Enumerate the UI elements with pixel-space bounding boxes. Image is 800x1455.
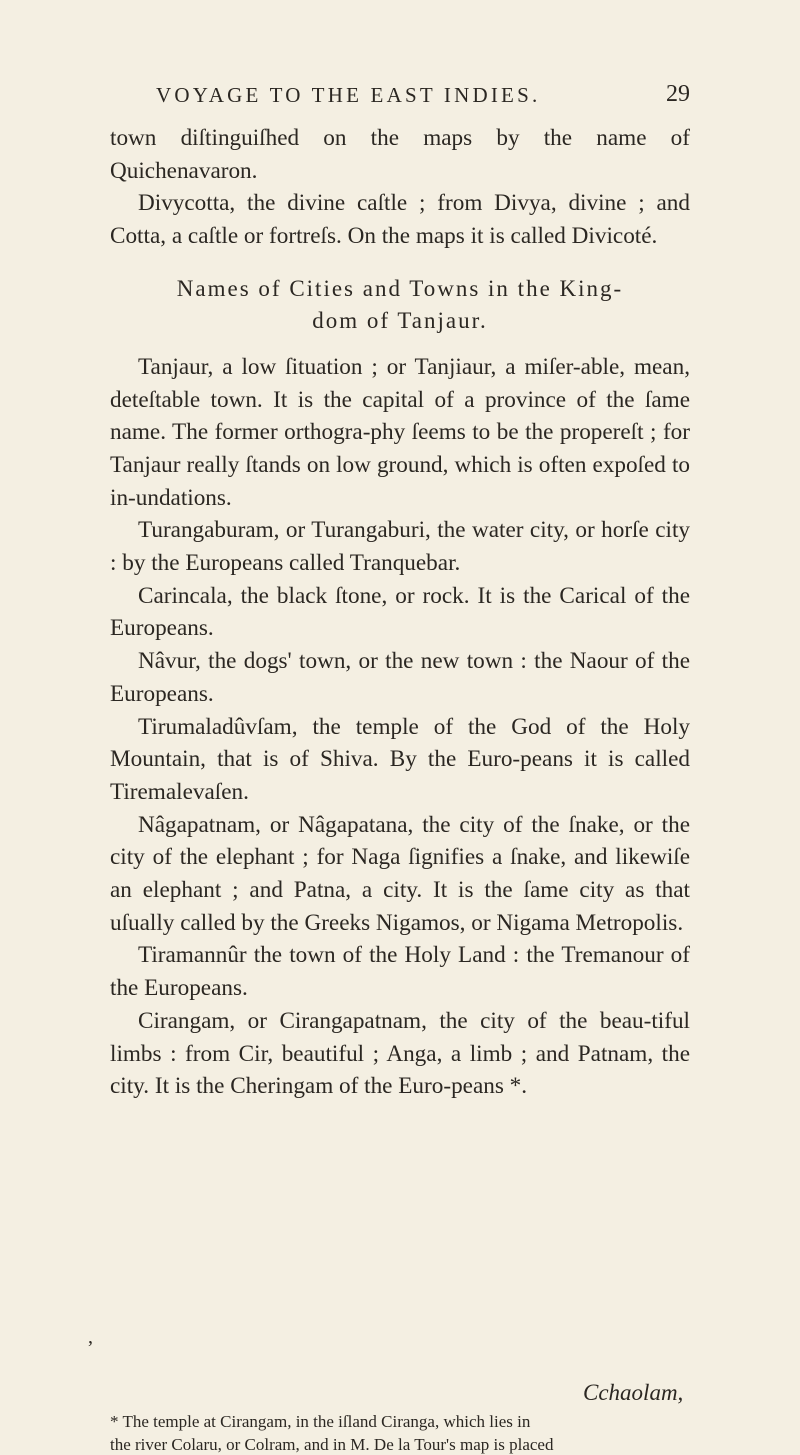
paragraph-cirangam: Cirangam, or Cirangapatnam, the city of the beau-tiful limbs : from Cir, beautiful ; Anga, a limb ; and Patnam, the city. It is the Cheringam of the Euro-peans *.: [110, 1007, 690, 1100]
paragraph-divycotta: Divycotta, the divine caſtle ; from Divya, divine ; and Cotta, a caſtle or fortreſs. On the maps it is called Divicoté.: [110, 190, 690, 250]
paragraph-carincala: Carincala, the black ſtone, or rock. It is the Carical of the Europeans.: [110, 582, 690, 642]
footnote-continuation: [110, 1435, 690, 1455]
footnote-line1: * The temple at Cirangam, in the iſland Ciranga, which lies in: [110, 1412, 531, 1431]
paragraph-tirumaladuvsam: Tirumaladûvſam, the temple of the God of the Holy Mountain, that is of Shiva. By the Euro-peans it is called Tiremalevaſen.: [110, 713, 690, 805]
paragraph-tiramannur: Tiramannûr the town of the Holy Land : the Tremanour of the Europeans.: [110, 942, 690, 1002]
page-body: [110, 122, 690, 1103]
section-heading-line1: Names of Cities and Towns in the King-: [176, 275, 624, 301]
section-heading-line2: dom of Tanjaur.: [312, 307, 488, 333]
section-heading: [110, 273, 690, 337]
signature-mark: ,: [88, 1326, 93, 1348]
page-header: [110, 83, 690, 113]
paragraph-navur: Nâvur, the dogs' town, or the new town : the Naour of the Europeans.: [110, 648, 690, 707]
running-title: VOYAGE TO THE EAST INDIES.: [156, 83, 541, 107]
page-number: 29: [666, 81, 690, 107]
paragraph-turangaburam: Turangaburam, or Turangaburi, the water city, or horſe city : by the Europeans called Tranquebar.: [110, 517, 690, 577]
catchword: Cchaolam,: [583, 1380, 684, 1405]
paragraph-nagapatnam: Nâgapatnam, or Nâgapatana, the city of the ſnake, or the city of the elephant ; for Naga ſignifies a ſnake, and likewiſe an elephant ; and Patna, a city. It is the ſame city as that uſually called by the Greeks Nigamos, or Nigama Metropolis.: [110, 811, 690, 936]
footnote-line2: the river Colaru, or Colram, and in M. De la Tour's map is placed: [110, 1435, 554, 1454]
paragraph-quichenavaron: town diſtinguiſhed on the maps by the name of Quichenavaron.: [110, 125, 690, 184]
footnote: [110, 1412, 690, 1432]
paragraph-tanjaur: Tanjaur, a low ſituation ; or Tanjiaur, a miſer-able, mean, deteſtable town. It is the capital of a province of the ſame name. The former orthogra-phy ſeems to be the propereſt ; for Tanjaur really ſtands on low ground, which is often expoſed to in-undations.: [110, 353, 690, 511]
